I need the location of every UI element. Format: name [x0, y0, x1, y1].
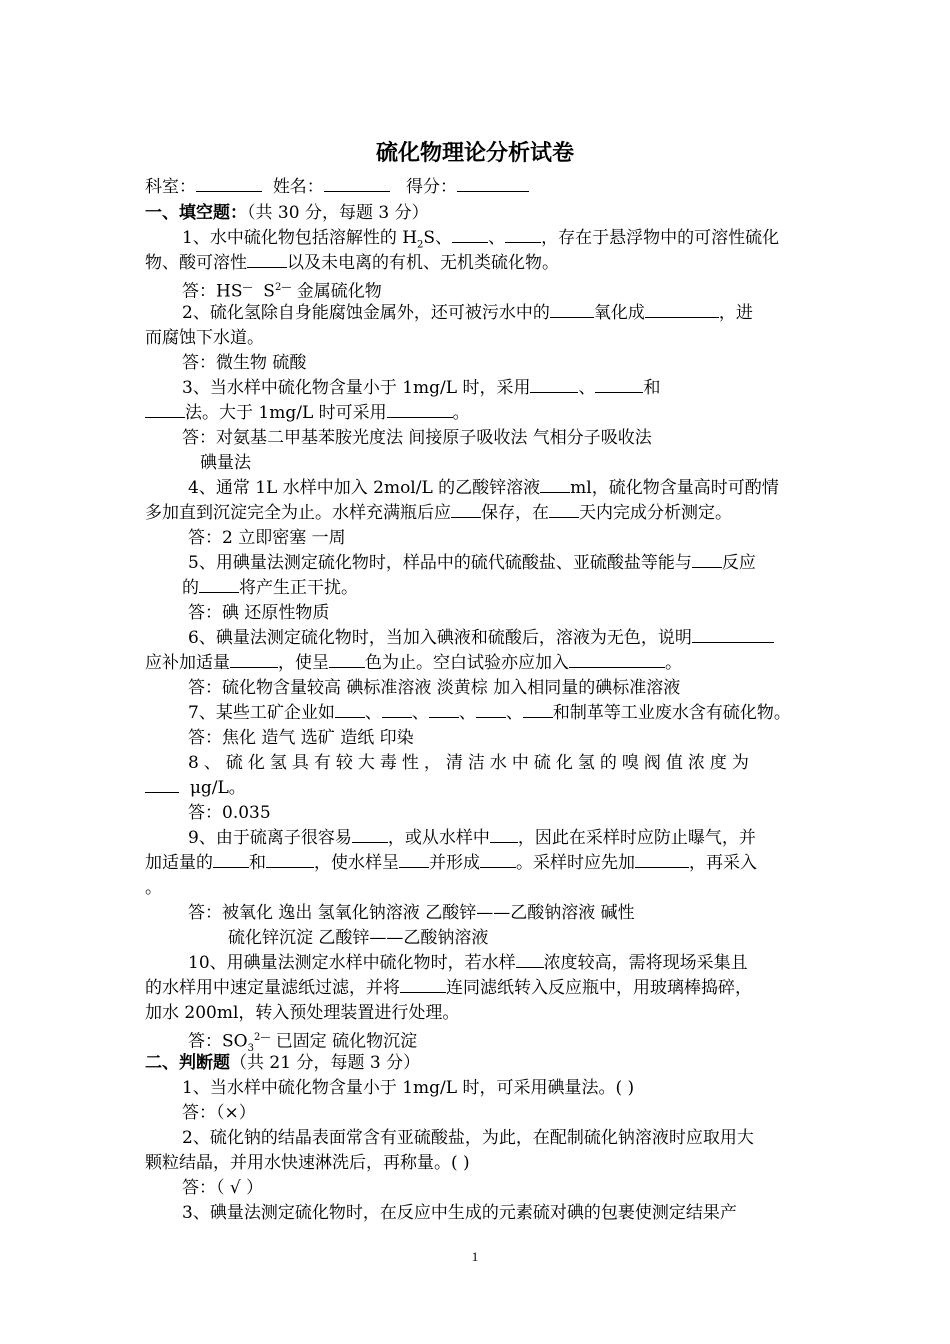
text-segment: 。: [452, 403, 470, 423]
answer-blank: [247, 252, 287, 268]
page-number: 1: [471, 1249, 479, 1264]
text-segment: 氧化成: [593, 303, 645, 323]
section-label: 一、填空题：: [145, 203, 247, 223]
answer-blank: [635, 852, 689, 868]
answer-blank: [516, 952, 544, 968]
answer-line: [188, 677, 680, 699]
text-segment: 1、当水样中硫化物含量小于 1mg/L 时，可采用碘量法。( ): [182, 1078, 635, 1098]
dept-label: 科室：: [145, 177, 196, 197]
text-segment: ，或从水样中: [387, 828, 490, 848]
answer-blank: [480, 852, 516, 868]
text-segment: ，因此在采样时应防止曝气，并: [517, 828, 756, 848]
question-line: [145, 852, 757, 874]
text-segment: 多加直到沉淀完全为止。水样充满瓶后应: [145, 503, 451, 523]
text-segment: 颗粒结晶，并用水快速淋洗后，再称量。( ): [145, 1153, 470, 1173]
question-line: [145, 252, 559, 274]
answer-blank: [329, 652, 365, 668]
text-segment: 答：焦化 造气 选矿 造纸 印染: [188, 728, 414, 748]
text-segment: 答：硫化物含量较高 碘标准溶液 淡黄棕 加入相同量的碘标准溶液: [188, 678, 681, 698]
text-segment: 答：HS: [182, 281, 243, 302]
answer-blank: [523, 702, 553, 718]
answer-line: [228, 927, 488, 949]
text-segment: 答：（×）: [182, 1103, 256, 1123]
question-line: [188, 702, 791, 724]
text-segment: 2—: [253, 1032, 271, 1043]
answer-blank: [266, 852, 314, 868]
text-segment: 。采样时应先加: [516, 853, 635, 873]
answer-line: [188, 902, 635, 924]
question-line: [145, 652, 682, 674]
text-segment: 和: [643, 378, 661, 398]
question-line: [188, 952, 748, 974]
answer-line: [182, 352, 306, 374]
answer-blank: [595, 377, 643, 393]
text-segment: 3、当水样中硫化物含量小于 1mg/L 时，采用: [182, 378, 531, 398]
question-line: [188, 827, 756, 849]
answer-blank: [490, 827, 518, 843]
text-segment: 9、由于硫离子很容易: [188, 828, 352, 848]
answer-line: [182, 277, 382, 303]
text-segment: 浓度较高，需将现场采集且: [543, 953, 748, 973]
section-label: 二、判断题: [145, 1053, 230, 1073]
answer-blank: [452, 227, 488, 243]
text-segment: 加适量的: [145, 853, 213, 873]
text-segment: 物、酸可溶性: [145, 253, 247, 273]
answer-blank: [476, 702, 506, 718]
answer-blank: [399, 852, 429, 868]
text-segment: ，进: [718, 303, 753, 323]
answer-blank: [199, 577, 239, 593]
section-note: （共 30 分，每题 3 分）: [247, 203, 429, 223]
text-segment: 答：被氧化 逸出 氢氧化钠溶液 乙酸锌——乙酸钠溶液 碱性: [188, 903, 635, 923]
text-segment: 3: [247, 1043, 254, 1055]
question-line: [145, 327, 264, 349]
text-segment: ，使水样呈: [314, 853, 399, 873]
question-line: [188, 627, 774, 649]
text-segment: 并形成: [429, 853, 480, 873]
text-segment: —: [242, 282, 253, 293]
answer-blank: [692, 627, 774, 643]
question-line: [182, 1077, 634, 1099]
section-heading: [145, 1052, 420, 1074]
text-segment: 2—: [274, 282, 292, 293]
text-segment: 反应: [721, 553, 756, 573]
text-segment: 和制革等工业废水含有硫化物。: [552, 703, 791, 723]
question-line: [188, 552, 756, 574]
text-segment: 、: [458, 703, 476, 723]
text-segment: 应补加适量: [145, 653, 230, 673]
answer-line: [182, 427, 652, 449]
question-line: [182, 302, 753, 324]
text-segment: 连同滤纸转入反应瓶中，用玻璃棒捣碎，: [446, 978, 752, 998]
question-line: [182, 1202, 737, 1224]
text-segment: 2、硫化氢除自身能腐蚀金属外，还可被污水中的: [182, 303, 550, 323]
answer-blank: [550, 302, 594, 318]
answer-blank: [230, 652, 278, 668]
answer-blank: [645, 302, 719, 318]
question-line: [145, 502, 732, 524]
text-segment: 加水 200ml，转入预处理装置进行处理。: [145, 1003, 460, 1023]
question-line: [182, 377, 660, 399]
question-line: [188, 477, 779, 499]
text-segment: 法。大于 1mg/L 时可采用: [185, 403, 387, 423]
text-segment: 金属硫化物: [291, 281, 382, 302]
name-label: 姓名：: [272, 177, 324, 197]
text-segment: ，使呈: [278, 653, 329, 673]
question-line: [145, 877, 162, 899]
text-segment: 的水样用中速定量滤纸过滤，并将: [145, 978, 400, 998]
text-segment: 7、某些工矿企业如: [188, 703, 335, 723]
answer-blank: [145, 402, 185, 418]
section-heading: [145, 202, 429, 224]
name-blank: [324, 176, 390, 192]
text-segment: 。: [145, 878, 162, 898]
text-segment: 和: [249, 853, 266, 873]
answer-blank: [451, 502, 481, 518]
text-segment: 、: [578, 378, 596, 398]
text-segment: 、: [411, 703, 429, 723]
question-line: [145, 777, 246, 799]
text-segment: 以及未电离的有机、无机类硫化物。: [287, 253, 559, 273]
question-line: [182, 577, 358, 599]
page-title: 硫化物理论分析试卷: [375, 141, 574, 166]
answer-blank: [549, 502, 579, 518]
text-segment: 天内完成分析测定。: [579, 503, 732, 523]
answer-line: [182, 1102, 256, 1124]
text-segment: 硫化锌沉淀 乙酸锌——乙酸钠溶液: [228, 928, 489, 948]
answer-blank: [429, 702, 459, 718]
answer-line: [200, 452, 251, 474]
answer-blank: [400, 977, 446, 993]
text-segment: S、: [423, 228, 453, 248]
score-blank: [457, 176, 529, 192]
text-segment: 将产生正干扰。: [239, 578, 358, 598]
text-segment: 答：SO: [188, 1031, 248, 1052]
text-segment: 答：（ √ ）: [182, 1178, 264, 1198]
text-segment: 保存，在: [481, 503, 549, 523]
text-segment: 答：碘 还原性物质: [188, 603, 330, 623]
text-segment: 。: [665, 653, 682, 673]
section-note: （共 21 分，每题 3 分）: [230, 1053, 421, 1073]
answer-blank: [352, 827, 388, 843]
text-segment: ml，硫化物含量高时可酌情: [570, 478, 779, 498]
answer-line: [188, 802, 271, 824]
answer-line: [188, 527, 346, 549]
text-segment: μg/L。: [189, 778, 246, 798]
text-segment: 碘量法: [200, 453, 251, 473]
answer-line: [188, 602, 329, 624]
text-segment: 5、用碘量法测定硫化物时，样品中的硫代硫酸盐、亚硫酸盐等能与: [188, 553, 692, 573]
text-segment: 的: [182, 578, 199, 598]
text-segment: 答：对氨基二甲基苯胺光度法 间接原子吸收法 气相分子吸收法: [182, 428, 652, 448]
text-segment: S: [263, 281, 275, 302]
question-line: [145, 977, 752, 999]
text-segment: 4、通常 1L 水样中加入 2mol/L 的乙酸锌溶液: [188, 478, 541, 498]
question-line: [145, 402, 470, 424]
text-segment: 色为止。空白试验亦应加入: [365, 653, 569, 673]
text-segment: 2: [417, 239, 424, 251]
question-line: [145, 1152, 470, 1174]
text-segment: 8、硫化氢具有较大毒性，清洁水中硫化氢的嗅阀值浓度为: [188, 753, 754, 773]
text-segment: 、: [505, 703, 523, 723]
text-segment: 答：2 立即密塞 一周: [188, 528, 346, 548]
question-line: [182, 1127, 754, 1149]
text-segment: 6、碘量法测定硫化物时，当加入碘液和硫酸后，溶液为无色，说明: [188, 628, 692, 648]
answer-blank: [569, 652, 665, 668]
answer-line: [188, 727, 414, 749]
header-line: [145, 176, 529, 198]
answer-blank: [387, 402, 453, 418]
answer-blank: [335, 702, 365, 718]
dept-blank: [196, 176, 262, 192]
text-segment: 、: [364, 703, 382, 723]
answer-blank: [530, 377, 578, 393]
score-label: 得分：: [406, 177, 458, 197]
text-segment: 、: [488, 228, 506, 248]
answer-blank: [692, 552, 722, 568]
answer-blank: [505, 227, 541, 243]
answer-line: [182, 1177, 263, 1199]
text-segment: 而腐蚀下水道。: [145, 328, 264, 348]
text-segment: 1、水中硫化物包括溶解性的 H: [182, 228, 418, 248]
text-segment: 答：微生物 硫酸: [182, 353, 307, 373]
answer-blank: [382, 702, 412, 718]
question-line: [145, 1002, 459, 1024]
text-segment: 10、用碘量法测定水样中硫化物时，若水样: [188, 953, 516, 973]
question-line: [188, 752, 754, 774]
text-segment: 2、硫化钠的结晶表面常含有亚硫酸盐，为此，在配制硫化钠溶液时应取用大: [182, 1128, 754, 1148]
answer-blank: [540, 477, 570, 493]
answer-blank: [145, 777, 179, 793]
text-segment: ，存在于悬浮物中的可溶性硫化: [541, 228, 780, 248]
text-segment: 答：0.035: [188, 803, 271, 823]
text-segment: 3、碘量法测定硫化物时，在反应中生成的元素硫对碘的包裹使测定结果产: [182, 1203, 737, 1223]
text-segment: ，再采入: [689, 853, 757, 873]
text-segment: 已固定 硫化物沉淀: [270, 1031, 418, 1052]
answer-blank: [213, 852, 249, 868]
